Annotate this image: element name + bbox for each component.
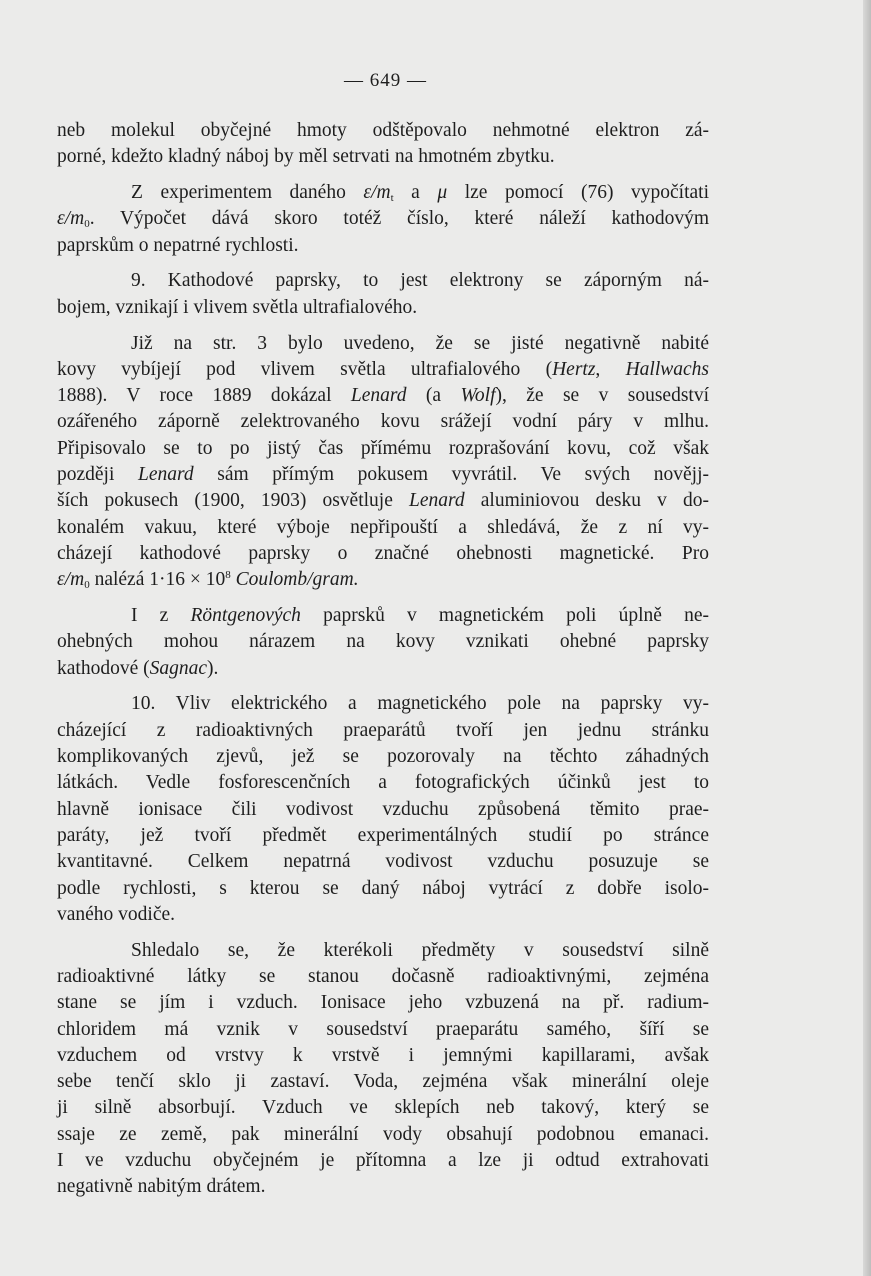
text-segment: kathodové ( [57, 657, 150, 679]
page-edge-shadow [863, 0, 871, 1276]
text-line [57, 488, 709, 514]
paragraph [57, 180, 709, 259]
text-segment: sám přímým pokusem vyvrátil. Ve svých novějj- [193, 464, 709, 486]
paragraph [57, 331, 709, 594]
subscript: 0 [84, 218, 90, 231]
text-segment: vzduchem od vrstvy k vrstvě i jemnými kapillarami, avšak [57, 1044, 709, 1066]
text-segment: sebe tenčí sklo ji zastaví. Voda, zejména však minerální oleje [57, 1071, 709, 1093]
text-segment: . Výpočet dává skoro totéž číslo, které náleží kathodovým [89, 208, 709, 230]
text-line [57, 902, 709, 928]
text-line [57, 206, 709, 232]
text-segment: kovy vybíjejí pod vlivem světla ultrafialového ( [57, 358, 553, 380]
text-segment: 1888). V roce 1889 dokázal [57, 385, 351, 407]
text-segment: chloridem má vznik v sousedství praeparátu samého, šíří se [57, 1018, 709, 1040]
text-segment: ji silně absorbují. Vzduch ve sklepích neb takový, který se [57, 1097, 709, 1119]
text-line [57, 718, 709, 744]
text-segment: ssaje ze země, pak minerální vody obsahují podobnou emanaci. [57, 1123, 709, 1145]
text-segment: Z experimentem daného [131, 182, 364, 204]
text-line [57, 1174, 709, 1200]
text-segment: kvantitavné. Celkem nepatrná vodivost vzduchu posuzuje se [57, 851, 709, 873]
text-line [57, 233, 709, 259]
paragraph [57, 268, 709, 321]
text-line [57, 383, 709, 409]
text-line [57, 180, 709, 206]
paragraph [57, 691, 709, 928]
text-line [57, 515, 709, 541]
text-line [57, 603, 709, 629]
text-line [57, 797, 709, 823]
text-line [57, 409, 709, 435]
text-line [57, 144, 709, 170]
text-segment: 9. Kathodové paprsky, to jest elektrony se záporným ná- [131, 270, 709, 292]
text-segment: I ve vzduchu obyčejném je přítomna a lze ji odtud extrahovati [57, 1149, 709, 1171]
text-line [57, 436, 709, 462]
text-segment: Již na str. 3 bylo uvedeno, že se jisté negativně nabité [131, 332, 709, 354]
paragraph [57, 603, 709, 682]
superscript: 8 [225, 569, 231, 582]
text-segment: radioaktivné látky se stanou dočasně radioaktivnými, zejména [57, 965, 709, 987]
text-segment: bojem, vznikají i vlivem světla ultrafialového. [57, 296, 418, 318]
italic-text: Lenard [138, 464, 194, 486]
italic-text: Lenard [409, 490, 465, 512]
text-line [57, 1069, 709, 1095]
text-segment: negativně nabitým drátem. [57, 1176, 266, 1198]
text-line [57, 1017, 709, 1043]
text-segment: cházejí kathodové paprsky o značné ohebnosti magnetické. Pro [57, 542, 709, 564]
text-segment: nalézá 1·16 × 10 [89, 569, 226, 591]
text-line [57, 462, 709, 488]
italic-text: ε/m [57, 569, 85, 591]
text-line [57, 118, 709, 144]
text-line [57, 656, 709, 682]
subscript: 0 [84, 579, 90, 592]
italic-text: ε/m [57, 208, 85, 230]
text-segment: a [393, 182, 438, 204]
text-line [57, 1043, 709, 1069]
text-segment: paráty, jež tvoří předmět experimentálných studií po stránce [57, 824, 709, 846]
text-line [57, 357, 709, 383]
italic-text: Wolf [460, 385, 496, 407]
text-line [57, 629, 709, 655]
text-segment: podle rychlosti, s kterou se daný náboj vytrácí z dobře isolo- [57, 877, 709, 899]
text-line [57, 938, 709, 964]
italic-text: Hertz [552, 358, 596, 380]
text-segment: ohebných mohou nárazem na kovy vznikati ohebné paprsky [57, 631, 709, 653]
text-segment: ). [207, 657, 219, 679]
text-line [57, 770, 709, 796]
text-line [57, 691, 709, 717]
text-segment: ších pokusech (1900, 1903) osvětluje [57, 490, 410, 512]
text-line [57, 331, 709, 357]
text-segment: konalém vakuu, které výboje nepřipouští a shledává, že z ní vy- [57, 516, 709, 538]
text-segment: cházející z radioaktivných praeparátů tvoří jen jednu stránku [57, 719, 709, 741]
italic-text: Röntgenových [190, 605, 301, 627]
text-line [57, 541, 709, 567]
text-line [57, 1122, 709, 1148]
text-line [57, 990, 709, 1016]
text-segment: později [57, 464, 139, 486]
text-line [57, 823, 709, 849]
text-line [57, 849, 709, 875]
italic-text: Coulomb/gram. [235, 569, 359, 591]
text-segment: aluminiovou desku v do- [464, 490, 709, 512]
italic-text: ε/m [363, 182, 391, 204]
italic-text: μ [437, 182, 448, 204]
text-segment: komplikovaných zjevů, jež se pozorovaly na těchto záhadných [57, 746, 709, 768]
text-line [57, 295, 709, 321]
text-line [57, 1148, 709, 1174]
text-segment: neb molekul obyčejné hmoty odštěpovalo nehmotné elektron zá- [57, 120, 709, 141]
text-segment: Připisovalo se to po jistý čas přímému rozprašování kovu, což však [57, 437, 709, 459]
text-segment: porné, kdežto kladný náboj by měl setrvati na hmotném zbytku. [57, 146, 555, 168]
italic-text: Lenard [350, 385, 407, 407]
paragraph [57, 118, 709, 171]
text-segment: Shledalo se, že kterékoli předměty v sousedství silně [131, 939, 709, 961]
italic-text: Sagnac [149, 657, 208, 679]
body-text [57, 118, 709, 1210]
text-segment: paprsků v magnetickém poli úplně ne- [300, 605, 709, 627]
text-segment: lze pomocí (76) vypočítati [447, 182, 709, 204]
italic-text: Hallwachs [625, 358, 710, 380]
text-segment: , [595, 358, 626, 380]
text-segment: hlavně ionisace čili vodivost vzduchu způsobená těmito prae- [57, 798, 709, 820]
text-segment: paprskům o nepatrné rychlosti. [57, 234, 299, 256]
text-line [57, 876, 709, 902]
text-segment: stane se jím i vzduch. Ionisace jeho vzbuzená na př. radium- [57, 992, 709, 1014]
text-line [57, 964, 709, 990]
text-segment: látkách. Vedle fosforescenčních a fotografických účinků jest to [57, 772, 709, 794]
text-line [57, 1095, 709, 1121]
subscript: t [390, 192, 394, 205]
text-segment: ozářeného záporně zelektrovaného kovu srážejí vodní páry v mlhu. [57, 411, 709, 433]
text-line [57, 744, 709, 770]
paragraph [57, 938, 709, 1201]
text-line [57, 567, 709, 593]
text-segment: 10. Vliv elektrického a magnetického pole na paprsky vy- [131, 693, 709, 715]
text-line [57, 268, 709, 294]
text-segment: I z [131, 605, 191, 627]
text-segment: vaného vodiče. [57, 903, 176, 925]
page-number: — 649 — [344, 70, 427, 91]
text-segment: (a [406, 385, 461, 407]
text-segment: ), že se v sousedství [495, 385, 709, 407]
